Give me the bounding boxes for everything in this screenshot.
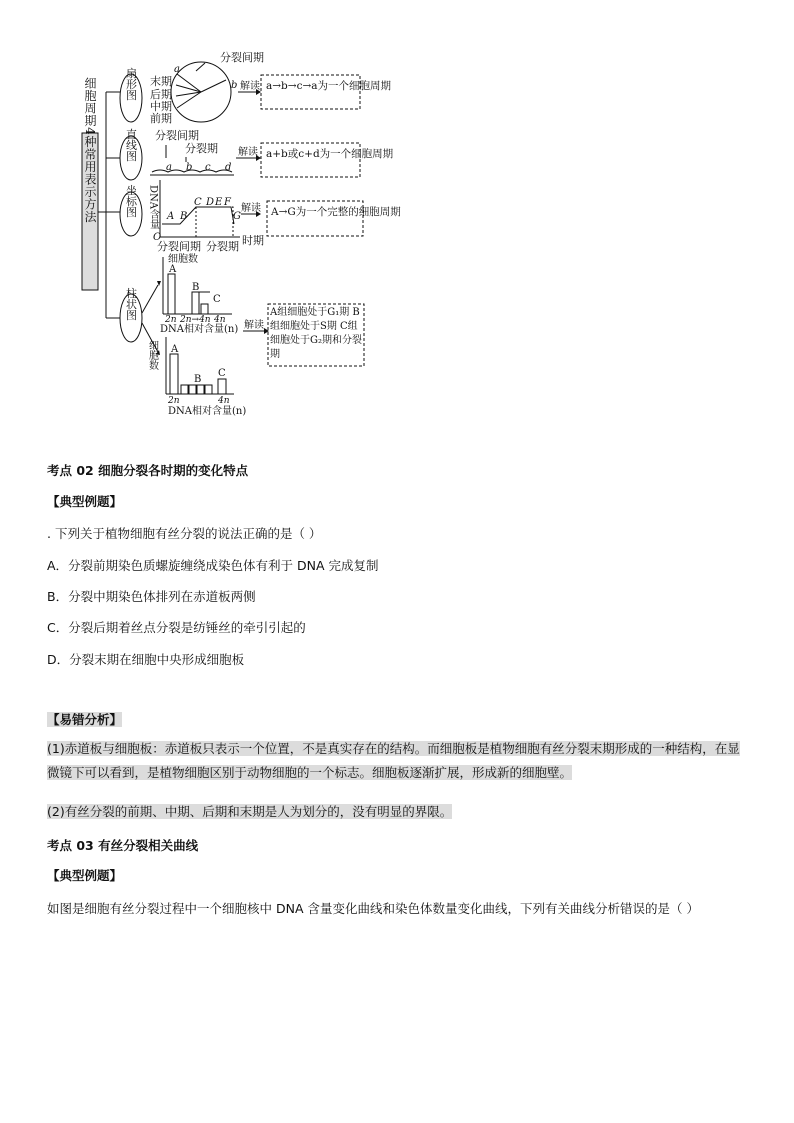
method-line — [120, 127, 142, 180]
bar-bottom-label-b: B — [194, 374, 202, 385]
fan-point-b: b — [231, 80, 238, 91]
line-note: a+b或c+d为一个细胞周期 — [266, 148, 394, 160]
line-interphase: 分裂间期 — [155, 129, 199, 142]
bar-top-label-b: B — [192, 282, 200, 293]
coord-xlabel: 时期 — [242, 234, 264, 247]
bar-bottom-xlabel: DNA相对含量(n) — [168, 406, 247, 417]
line-interpret: 解读 — [238, 147, 258, 158]
fan-phase-3: 中期 — [150, 100, 172, 113]
line-point-d: d — [225, 162, 232, 173]
line-point-b: b — [186, 162, 193, 173]
coord-letter-b: B — [180, 211, 188, 222]
analysis-label-text: 【易错分析】 — [47, 712, 123, 727]
fan-chart — [171, 62, 231, 122]
fan-note: a→b→c→a为一个细胞周期 — [266, 80, 392, 92]
branch-lines — [98, 92, 120, 318]
coord-letter-c: C — [194, 197, 202, 208]
section3-example-label: 【典型例题】 — [47, 868, 123, 883]
cell-cycle-diagram — [0, 0, 794, 420]
option-a[interactable]: A．分裂前期染色质螺旋缠绕成染色体有利于 DNA 完成复制 — [47, 558, 379, 573]
coord-chart — [160, 180, 240, 237]
bar-bottom-tick-1: 2n — [168, 396, 180, 406]
analysis-2 — [47, 800, 752, 824]
coord-letter-f: F — [224, 197, 231, 208]
method-line-label: 直线图 — [124, 128, 138, 162]
coord-interpret: 解读 — [241, 203, 261, 214]
option-c[interactable]: C．分裂后期着丝点分裂是纺锤丝的牵引引起的 — [47, 620, 306, 635]
coord-letter-d: D — [206, 197, 215, 208]
method-fan — [120, 66, 142, 122]
fan-point-a: a — [174, 64, 180, 75]
line-division: 分裂期 — [185, 142, 218, 155]
analysis-label — [47, 710, 122, 728]
option-b[interactable]: B．分裂中期染色体排列在赤道板两侧 — [47, 589, 256, 604]
method-bar-label: 柱状图 — [124, 287, 138, 321]
coord-ylabel: DNA含量 — [147, 185, 159, 229]
fan-phase-2: 后期 — [150, 88, 172, 101]
coord-origin: O — [153, 232, 162, 243]
bar-bottom-label-a: A — [171, 344, 179, 355]
analysis-1-text: (1)赤道板与细胞板：赤道板只表示一个位置，不是真实存在的结构。而细胞板是植物细胞有丝分裂末期形成的一种结构，在显微镜下可以看到，是植物细胞区别于动物细胞的一个标志。细胞板逐渐扩展，形成新的细胞壁。 — [47, 741, 740, 780]
bar-bottom-tick-2: 4n — [218, 396, 230, 406]
bar-top-xlabel: DNA相对含量(n) — [160, 324, 239, 335]
method-fan-label: 扇形图 — [124, 67, 138, 101]
section3-heading: 考点 03 有丝分裂相关曲线 — [47, 838, 199, 853]
bar-top-tick-1: 2n — [165, 315, 177, 325]
section3-question: 如图是细胞有丝分裂过程中一个细胞核中 DNA 含量变化曲线和染色体数量变化曲线，下列有关曲线分析错误的是（ ） — [47, 901, 699, 916]
fan-interpret: 解读 — [240, 81, 260, 92]
line-point-a: a — [166, 162, 172, 173]
fan-phase-4: 前期 — [150, 112, 172, 125]
line-point-c: c — [205, 162, 211, 173]
section2-example-label: 【典型例题】 — [47, 494, 123, 509]
bar-interpret: 解读 — [244, 320, 264, 331]
bar-bottom-ylabel: 细胞数 — [146, 340, 158, 370]
coord-letter-g: G — [233, 211, 241, 222]
coord-note: A→G为一个完整的细胞周期 — [271, 206, 401, 218]
method-bar — [120, 286, 142, 342]
bar-note: A组细胞处于G₁期 B组细胞处于S期 C组细胞处于G₂期和分裂期 — [270, 307, 362, 360]
section2-heading: 考点 02 细胞分裂各时期的变化特点 — [47, 463, 249, 478]
analysis-2-text: (2)有丝分裂的前期、中期、后期和末期是人为划分的，没有明显的界限。 — [47, 804, 453, 819]
bar-top-ylabel: 细胞数 — [168, 254, 198, 265]
coord-letter-a: A — [167, 211, 175, 222]
fan-interphase: 分裂间期 — [220, 51, 264, 64]
bar-top-label-c: C — [213, 294, 221, 305]
section2-question: . 下列关于植物细胞有丝分裂的说法正确的是（ ） — [47, 526, 322, 541]
method-coord-label: 坐标图 — [124, 184, 138, 218]
option-d[interactable]: D．分裂末期在细胞中央形成细胞板 — [47, 652, 245, 667]
analysis-1 — [47, 737, 752, 785]
bar-top-label-a: A — [169, 264, 177, 275]
coord-division: 分裂期 — [206, 240, 239, 253]
method-coord — [120, 183, 142, 236]
fan-phase-1: 末期 — [150, 75, 172, 88]
coord-interphase: 分裂间期 — [157, 240, 201, 253]
bar-top-tick-3: 4n — [214, 315, 226, 325]
bar-bottom-label-c: C — [218, 368, 226, 379]
bar-top-tick-2: 2n→4n — [180, 315, 211, 325]
main-label: 细胞周期4种常用表示方法 — [83, 77, 97, 223]
coord-letter-e: E — [215, 197, 223, 208]
